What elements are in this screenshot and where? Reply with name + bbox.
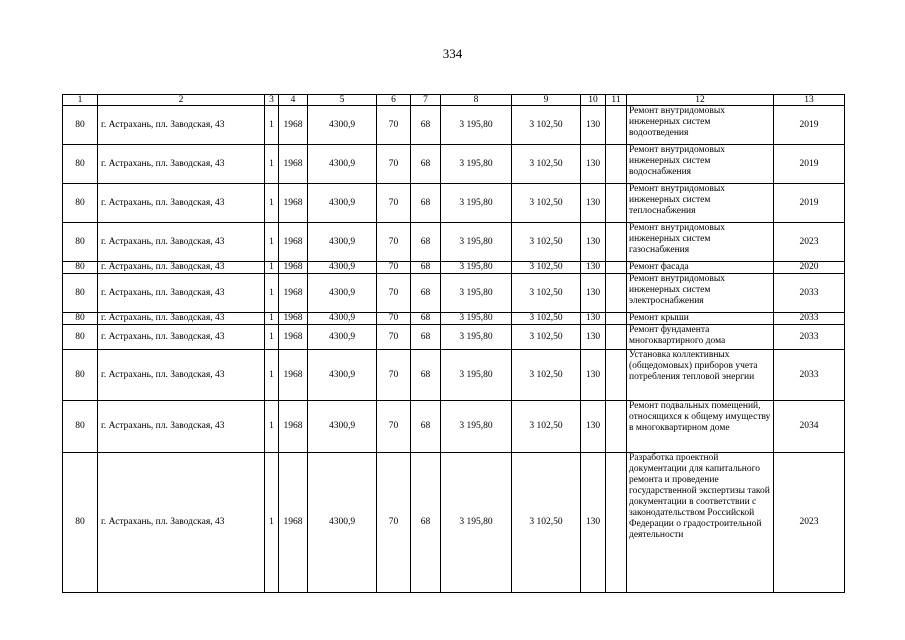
row-number-cell: 80 [63, 325, 98, 350]
col6-cell: 70 [377, 325, 411, 350]
table-row [63, 274, 845, 313]
header-cell: 9 [512, 95, 581, 106]
col10-cell: 130 [581, 401, 606, 453]
address-cell: г. Астрахань, пл. Заводская, 43 [98, 401, 265, 453]
row-number-cell: 80 [63, 313, 98, 325]
col3-cell: 1 [265, 313, 279, 325]
work-type-cell: Ремонт внутридомовых инженерных систем газоснабжения [627, 223, 774, 262]
col10-cell: 130 [581, 106, 606, 145]
row-number-cell: 80 [63, 184, 98, 223]
col11-cell [606, 262, 627, 274]
row-number-cell: 80 [63, 401, 98, 453]
table-body [63, 95, 845, 593]
col9-cell: 3 102,50 [512, 325, 581, 350]
col10-cell: 130 [581, 313, 606, 325]
work-type-cell: Ремонт фасада [627, 262, 774, 274]
planned-year-cell: 2019 [774, 184, 845, 223]
col8-cell: 3 195,80 [441, 223, 512, 262]
table-row [63, 325, 845, 350]
col9-cell: 3 102,50 [512, 350, 581, 401]
address-cell: г. Астрахань, пл. Заводская, 43 [98, 313, 265, 325]
col6-cell: 70 [377, 401, 411, 453]
col7-cell: 68 [411, 350, 441, 401]
build-year-cell: 1968 [279, 401, 308, 453]
area-cell: 4300,9 [308, 453, 377, 593]
address-cell: г. Астрахань, пл. Заводская, 43 [98, 106, 265, 145]
address-cell: г. Астрахань, пл. Заводская, 43 [98, 350, 265, 401]
table-row [63, 223, 845, 262]
area-cell: 4300,9 [308, 223, 377, 262]
repair-schedule-table [62, 94, 845, 593]
area-cell: 4300,9 [308, 325, 377, 350]
col8-cell: 3 195,80 [441, 106, 512, 145]
col3-cell: 1 [265, 453, 279, 593]
work-type-cell: Разработка проектной документации для капитального ремонта и проведение государственной экспертизы такой документации в соответствии с законодательством Российской Федерации о градостроительной деятельности [627, 453, 774, 593]
col10-cell: 130 [581, 350, 606, 401]
col3-cell: 1 [265, 325, 279, 350]
planned-year-cell: 2023 [774, 223, 845, 262]
header-cell: 8 [441, 95, 512, 106]
col6-cell: 70 [377, 350, 411, 401]
build-year-cell: 1968 [279, 223, 308, 262]
area-cell: 4300,9 [308, 350, 377, 401]
col9-cell: 3 102,50 [512, 313, 581, 325]
row-number-cell: 80 [63, 145, 98, 184]
col7-cell: 68 [411, 262, 441, 274]
table-row [63, 145, 845, 184]
planned-year-cell: 2033 [774, 313, 845, 325]
work-type-cell: Ремонт подвальных помещений, относящихся к общему имуществу в многоквартирном доме [627, 401, 774, 453]
col7-cell: 68 [411, 223, 441, 262]
col3-cell: 1 [265, 262, 279, 274]
build-year-cell: 1968 [279, 453, 308, 593]
address-cell: г. Астрахань, пл. Заводская, 43 [98, 145, 265, 184]
address-cell: г. Астрахань, пл. Заводская, 43 [98, 274, 265, 313]
col3-cell: 1 [265, 106, 279, 145]
header-cell: 13 [774, 95, 845, 106]
col9-cell: 3 102,50 [512, 274, 581, 313]
area-cell: 4300,9 [308, 262, 377, 274]
col10-cell: 130 [581, 325, 606, 350]
area-cell: 4300,9 [308, 106, 377, 145]
col8-cell: 3 195,80 [441, 274, 512, 313]
build-year-cell: 1968 [279, 325, 308, 350]
area-cell: 4300,9 [308, 313, 377, 325]
work-type-cell: Ремонт внутридомовых инженерных систем теплоснабжения [627, 184, 774, 223]
table-row [63, 401, 845, 453]
address-cell: г. Астрахань, пл. Заводская, 43 [98, 184, 265, 223]
col6-cell: 70 [377, 184, 411, 223]
col9-cell: 3 102,50 [512, 262, 581, 274]
work-type-cell: Ремонт внутридомовых инженерных систем водоотведения [627, 106, 774, 145]
page-number: 334 [442, 46, 463, 61]
col8-cell: 3 195,80 [441, 325, 512, 350]
work-type-cell: Ремонт внутридомовых инженерных систем электроснабжения [627, 274, 774, 313]
col8-cell: 3 195,80 [441, 145, 512, 184]
col3-cell: 1 [265, 184, 279, 223]
col11-cell [606, 453, 627, 593]
col10-cell: 130 [581, 223, 606, 262]
header-cell: 6 [377, 95, 411, 106]
area-cell: 4300,9 [308, 184, 377, 223]
area-cell: 4300,9 [308, 274, 377, 313]
col11-cell [606, 325, 627, 350]
table-row [63, 262, 845, 274]
build-year-cell: 1968 [279, 350, 308, 401]
col7-cell: 68 [411, 106, 441, 145]
row-number-cell: 80 [63, 453, 98, 593]
table-row [63, 106, 845, 145]
col6-cell: 70 [377, 106, 411, 145]
work-type-cell: Установка коллективных (общедомовых) приборов учета потребления тепловой энергии [627, 350, 774, 401]
col6-cell: 70 [377, 274, 411, 313]
col10-cell: 130 [581, 262, 606, 274]
col7-cell: 68 [411, 453, 441, 593]
planned-year-cell: 2023 [774, 453, 845, 593]
table-row [63, 184, 845, 223]
row-number-cell: 80 [63, 223, 98, 262]
col9-cell: 3 102,50 [512, 223, 581, 262]
col11-cell [606, 223, 627, 262]
col9-cell: 3 102,50 [512, 184, 581, 223]
col3-cell: 1 [265, 223, 279, 262]
planned-year-cell: 2020 [774, 262, 845, 274]
col11-cell [606, 106, 627, 145]
work-type-cell: Ремонт крыши [627, 313, 774, 325]
col9-cell: 3 102,50 [512, 401, 581, 453]
address-cell: г. Астрахань, пл. Заводская, 43 [98, 262, 265, 274]
col11-cell [606, 274, 627, 313]
header-cell: 12 [627, 95, 774, 106]
row-number-cell: 80 [63, 106, 98, 145]
col7-cell: 68 [411, 274, 441, 313]
address-cell: г. Астрахань, пл. Заводская, 43 [98, 223, 265, 262]
table-row [63, 313, 845, 325]
col8-cell: 3 195,80 [441, 350, 512, 401]
col6-cell: 70 [377, 145, 411, 184]
col6-cell: 70 [377, 262, 411, 274]
col11-cell [606, 401, 627, 453]
header-cell: 5 [308, 95, 377, 106]
row-number-cell: 80 [63, 274, 98, 313]
header-cell: 1 [63, 95, 98, 106]
build-year-cell: 1968 [279, 274, 308, 313]
col7-cell: 68 [411, 313, 441, 325]
build-year-cell: 1968 [279, 145, 308, 184]
row-number-cell: 80 [63, 262, 98, 274]
col8-cell: 3 195,80 [441, 184, 512, 223]
row-number-cell: 80 [63, 350, 98, 401]
col6-cell: 70 [377, 313, 411, 325]
col3-cell: 1 [265, 401, 279, 453]
build-year-cell: 1968 [279, 184, 308, 223]
col9-cell: 3 102,50 [512, 145, 581, 184]
col6-cell: 70 [377, 223, 411, 262]
col9-cell: 3 102,50 [512, 453, 581, 593]
table-row [63, 350, 845, 401]
table-row [63, 453, 845, 593]
col11-cell [606, 184, 627, 223]
build-year-cell: 1968 [279, 106, 308, 145]
col3-cell: 1 [265, 274, 279, 313]
col7-cell: 68 [411, 184, 441, 223]
address-cell: г. Астрахань, пл. Заводская, 43 [98, 325, 265, 350]
col11-cell [606, 145, 627, 184]
planned-year-cell: 2034 [774, 401, 845, 453]
header-cell: 2 [98, 95, 265, 106]
build-year-cell: 1968 [279, 262, 308, 274]
header-cell: 7 [411, 95, 441, 106]
planned-year-cell: 2033 [774, 274, 845, 313]
col9-cell: 3 102,50 [512, 106, 581, 145]
header-cell: 11 [606, 95, 627, 106]
col8-cell: 3 195,80 [441, 453, 512, 593]
area-cell: 4300,9 [308, 401, 377, 453]
col10-cell: 130 [581, 145, 606, 184]
header-row [63, 95, 845, 106]
col7-cell: 68 [411, 401, 441, 453]
area-cell: 4300,9 [308, 145, 377, 184]
col10-cell: 130 [581, 274, 606, 313]
col8-cell: 3 195,80 [441, 313, 512, 325]
address-cell: г. Астрахань, пл. Заводская, 43 [98, 453, 265, 593]
col8-cell: 3 195,80 [441, 262, 512, 274]
col10-cell: 130 [581, 184, 606, 223]
planned-year-cell: 2033 [774, 325, 845, 350]
planned-year-cell: 2033 [774, 350, 845, 401]
col3-cell: 1 [265, 350, 279, 401]
col7-cell: 68 [411, 325, 441, 350]
header-cell: 3 [265, 95, 279, 106]
header-cell: 10 [581, 95, 606, 106]
planned-year-cell: 2019 [774, 145, 845, 184]
col3-cell: 1 [265, 145, 279, 184]
col10-cell: 130 [581, 453, 606, 593]
col8-cell: 3 195,80 [441, 401, 512, 453]
col11-cell [606, 350, 627, 401]
header-cell: 4 [279, 95, 308, 106]
work-type-cell: Ремонт внутридомовых инженерных систем водоснабжения [627, 145, 774, 184]
col11-cell [606, 313, 627, 325]
col6-cell: 70 [377, 453, 411, 593]
col7-cell: 68 [411, 145, 441, 184]
build-year-cell: 1968 [279, 313, 308, 325]
work-type-cell: Ремонт фундамента многоквартирного дома [627, 325, 774, 350]
planned-year-cell: 2019 [774, 106, 845, 145]
